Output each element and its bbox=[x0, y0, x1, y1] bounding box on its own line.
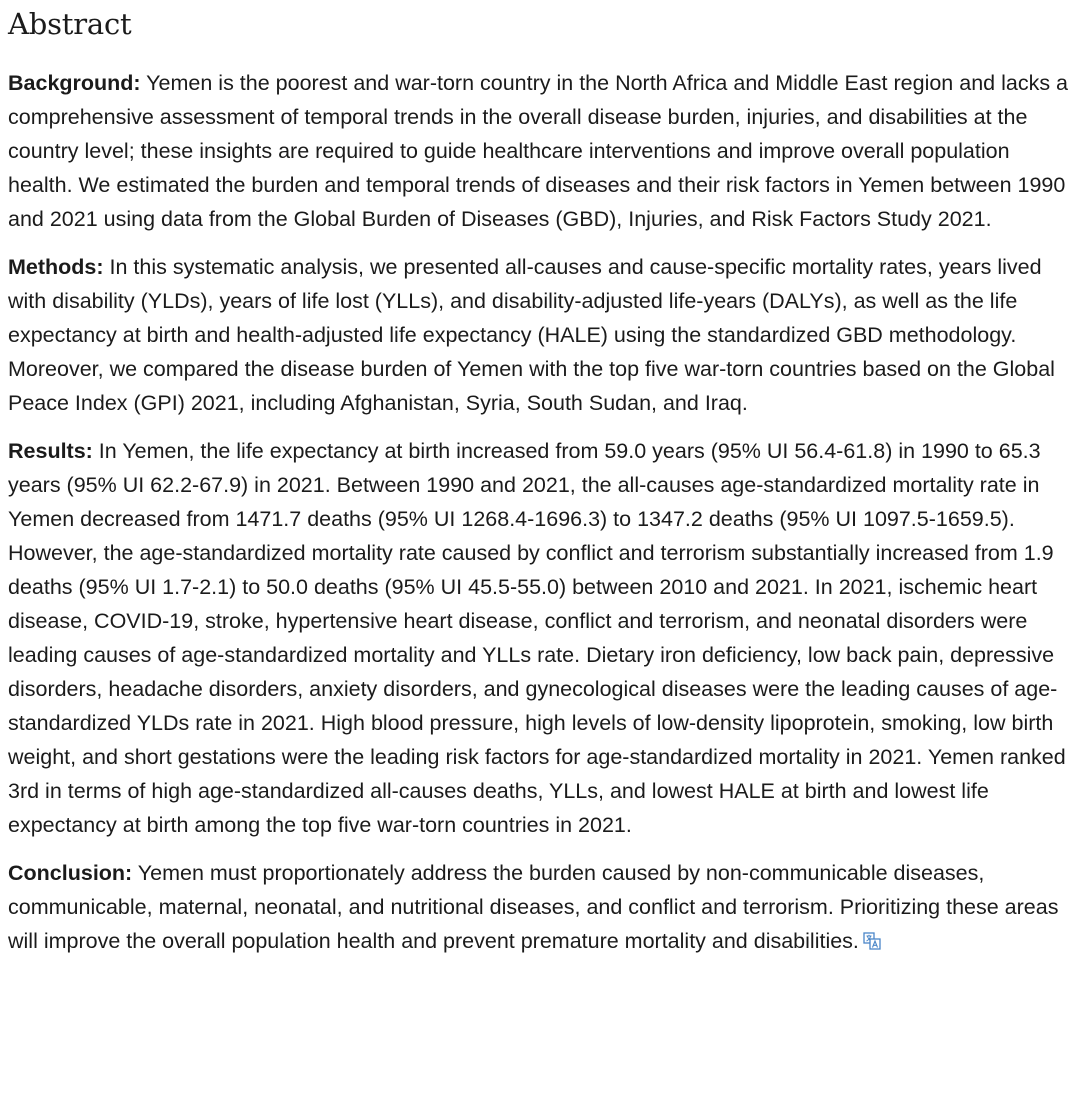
conclusion-text: Yemen must proportionately address the burden caused by non-communicable diseases, communicable, maternal, neonatal, and nutritional diseases, and conflict and terrorism. Prioritizing these areas will improve the overall population health and prevent premature mortality and disabilities. bbox=[8, 861, 1059, 953]
background-label: Background: bbox=[8, 71, 141, 95]
conclusion-label: Conclusion: bbox=[8, 861, 133, 885]
methods-text: In this systematic analysis, we presented all-causes and cause-specific mortality rates, years lived with disability (YLDs), years of life lost (YLLs), and disability-adjusted life-years (DALYs), as well as the life expectancy at birth and health-adjusted life expectancy (HALE) using the standardized GBD methodology. Moreover, we compared the disease burden of Yemen with the top five war-torn countries based on the Global Peace Index (GPI) 2021, including Afghanistan, Syria, South Sudan, and Iraq. bbox=[8, 255, 1055, 415]
results-text: In Yemen, the life expectancy at birth increased from 59.0 years (95% UI 56.4-61.8) in 1990 to 65.3 years (95% UI 62.2-67.9) in 2021. Between 1990 and 2021, the all-causes age-standardized mortality rate in Yemen decreased from 1471.7 deaths (95% UI 1268.4-1696.3) to 1347.2 deaths (95% UI 1097.5-1659.5). However, the age-standardized mortality rate caused by conflict and terrorism substantially increased from 1.9 deaths (95% UI 1.7-2.1) to 50.0 deaths (95% UI 45.5-55.0) between 2010 and 2021. In 2021, ischemic heart disease, COVID-19, stroke, hypertensive heart disease, conflict and terrorism, and neonatal disorders were leading causes of age-standardized mortality and YLLs rate. Dietary iron deficiency, low back pain, depressive disorders, headache disorders, anxiety disorders, and gynecological diseases were the leading causes of age-standardized YLDs rate in 2021. High blood pressure, high levels of low-density lipoprotein, smoking, low birth weight, and short gestations were the leading risk factors for age-standardized mortality in 2021. Yemen ranked 3rd in terms of high age-standardized all-causes deaths, YLLs, and lowest HALE at birth and lowest life expectancy at birth among the top five war-torn countries in 2021. bbox=[8, 439, 1066, 837]
abstract-heading: Abstract bbox=[8, 7, 132, 41]
results-label: Results: bbox=[8, 439, 93, 463]
translate-icon[interactable] bbox=[863, 926, 881, 944]
methods-section bbox=[8, 250, 1072, 420]
background-section bbox=[8, 66, 1072, 236]
conclusion-section bbox=[8, 856, 1072, 958]
abstract-container bbox=[8, 4, 1072, 972]
results-section bbox=[8, 434, 1072, 842]
background-text: Yemen is the poorest and war-torn country in the North Africa and Middle East region and lacks a comprehensive assessment of temporal trends in the overall disease burden, injuries, and disabilities at the country level; these insights are required to guide healthcare interventions and improve overall population health. We estimated the burden and temporal trends of diseases and their risk factors in Yemen between 1990 and 2021 using data from the Global Burden of Diseases (GBD), Injuries, and Risk Factors Study 2021. bbox=[8, 71, 1069, 231]
methods-label: Methods: bbox=[8, 255, 104, 279]
